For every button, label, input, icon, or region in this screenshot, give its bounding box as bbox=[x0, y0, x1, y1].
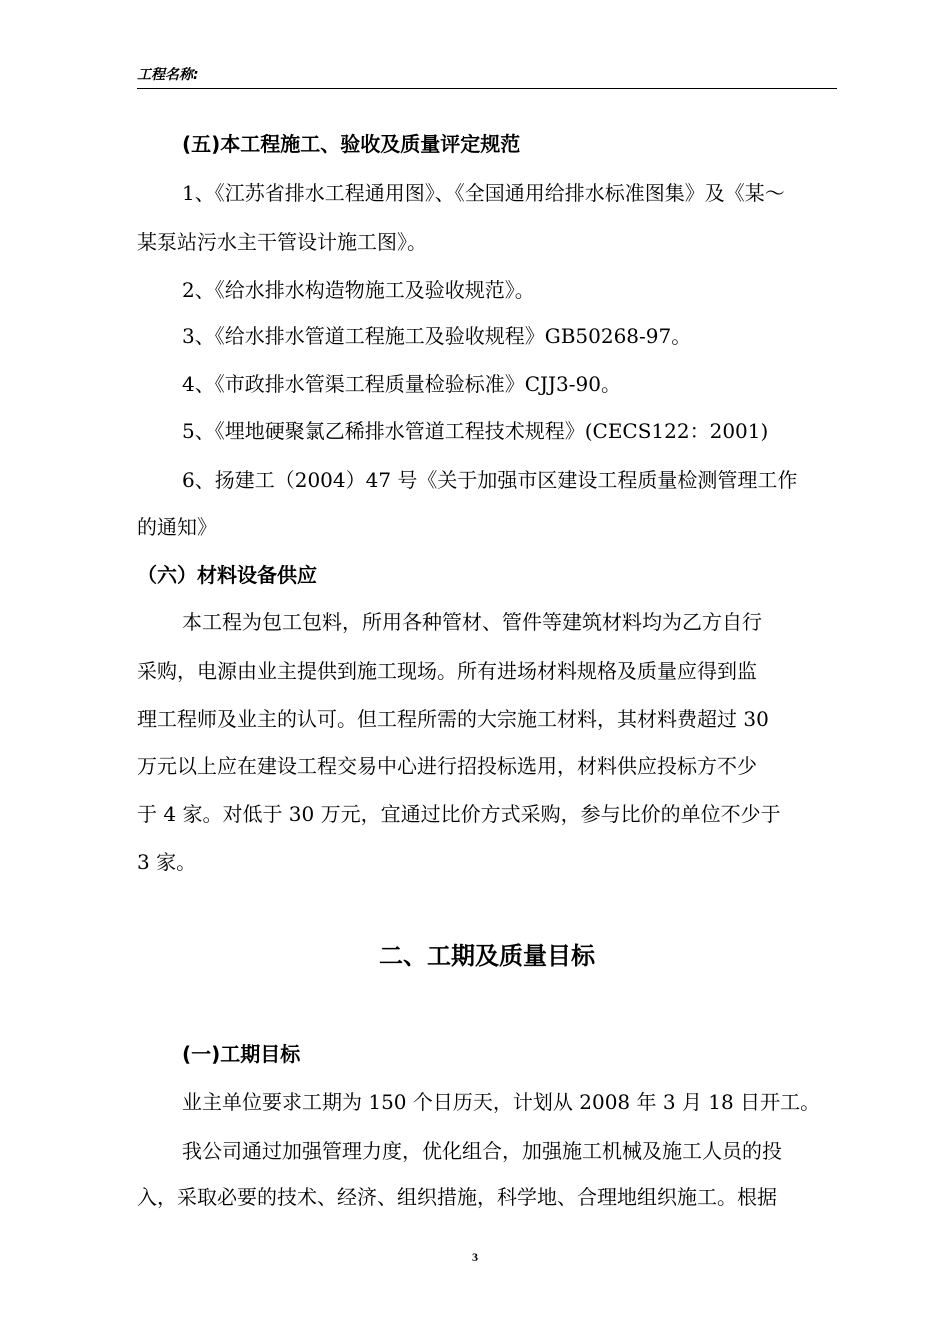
spec-item-1-line-2: 某泵站污水主干管设计施工图》。 bbox=[137, 230, 427, 254]
spec-item-3: 3、《给水排水管道工程施工及验收规程》GB50268-97。 bbox=[182, 324, 692, 348]
spec-item-5: 5、《埋地硬聚氯乙稀排水管道工程技术规程》(CECS122：2001) bbox=[182, 419, 769, 443]
section-6-heading: （六）材料设备供应 bbox=[137, 563, 317, 587]
material-para-line-1: 本工程为包工包料，所用各种管材、管件等建筑材料均为乙方自行 bbox=[182, 610, 762, 634]
schedule-para-2-line-1: 我公司通过加强管理力度，优化组合，加强施工机械及施工人员的投 bbox=[182, 1139, 782, 1163]
material-para-line-3: 理工程师及业主的认可。但工程所需的大宗施工材料，其材料费超过 30 bbox=[137, 707, 769, 731]
material-para-line-2: 采购，电源由业主提供到施工现场。所有进场材料规格及质量应得到监 bbox=[137, 659, 757, 683]
spec-item-4: 4、《市政排水管渠工程质量检验标准》CJJ3-90。 bbox=[182, 372, 621, 396]
schedule-heading: (一)工期目标 bbox=[182, 1042, 301, 1066]
section-5-heading: (五)本工程施工、验收及质量评定规范 bbox=[182, 132, 521, 156]
page-number: 3 bbox=[472, 1250, 478, 1264]
project-name-label: 工程名称: bbox=[137, 67, 199, 83]
chapter-title: 二、工期及质量目标 bbox=[379, 942, 595, 970]
spec-item-1-line-1: 1、《江苏省排水工程通用图》、《全国通用给排水标准图集》及《某～ bbox=[182, 181, 785, 205]
material-para-line-4: 万元以上应在建设工程交易中心进行招投标选用，材料供应投标方不少 bbox=[137, 754, 757, 778]
spec-item-6-line-1: 6、扬建工（2004）47 号《关于加强市区建设工程质量检测管理工作 bbox=[182, 468, 798, 492]
material-para-line-6: 3 家。 bbox=[137, 850, 197, 874]
schedule-para-2-line-2: 入，采取必要的技术、经济、组织措施，科学地、合理地组织施工。根据 bbox=[137, 1185, 777, 1209]
spec-item-6-line-2: 的通知》 bbox=[137, 515, 217, 539]
spec-item-2: 2、《给水排水构造物施工及验收规范》。 bbox=[182, 278, 535, 302]
material-para-line-5: 于 4 家。对低于 30 万元，宜通过比价方式采购，参与比价的单位不少于 bbox=[137, 802, 781, 826]
schedule-para-1: 业主单位要求工期为 150 个日历天，计划从 2008 年 3 月 18 日开工。 bbox=[182, 1090, 821, 1114]
page-header bbox=[137, 66, 837, 89]
